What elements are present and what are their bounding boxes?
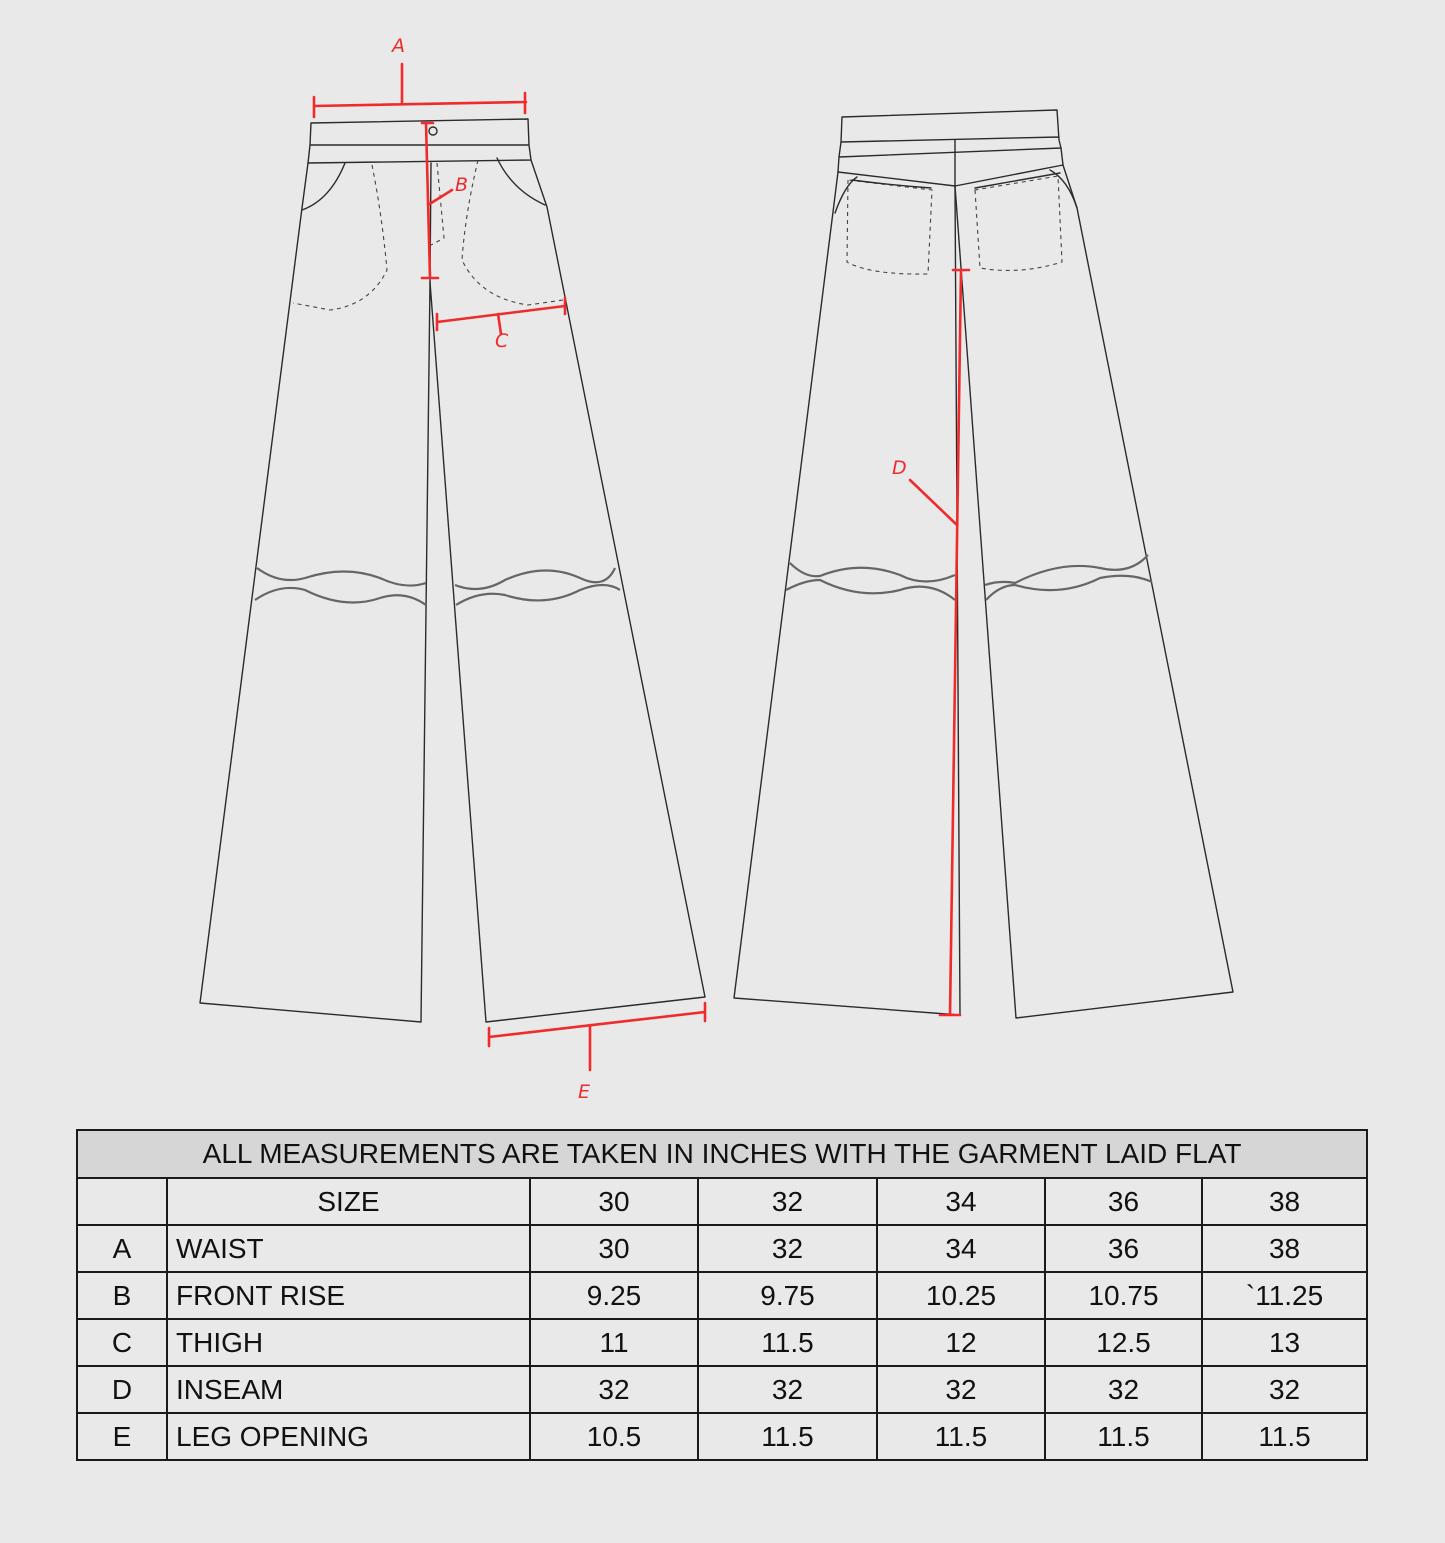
back-view [734, 110, 1233, 1018]
row-value: 38 [1202, 1225, 1367, 1272]
row-value: 10.25 [877, 1272, 1045, 1319]
table-row [77, 1225, 1367, 1272]
label-a: A [392, 35, 405, 57]
row-code: C [77, 1319, 167, 1366]
back-right-pocket-flap [975, 173, 1060, 188]
back-left-leg-outline [734, 172, 960, 1015]
size-chart-table [76, 1129, 1368, 1461]
back-left-knee-seam [786, 563, 955, 600]
table-header-size-value: 32 [698, 1178, 877, 1225]
front-button [429, 127, 437, 135]
front-left-leg-outline [200, 163, 431, 1022]
table-row [77, 1319, 1367, 1366]
table-header-size-value: 34 [877, 1178, 1045, 1225]
table-header-row [77, 1178, 1367, 1225]
front-waistband [308, 119, 531, 163]
row-value: 10.5 [530, 1413, 698, 1460]
table-row [77, 1413, 1367, 1460]
row-value: 12.5 [1045, 1319, 1202, 1366]
row-value: 11.5 [698, 1413, 877, 1460]
table-header-size-value: 36 [1045, 1178, 1202, 1225]
table-header-size: SIZE [167, 1178, 530, 1225]
measurement-b-front-rise [422, 123, 468, 278]
row-name: LEG OPENING [167, 1413, 530, 1460]
row-value: 32 [698, 1366, 877, 1413]
front-right-leg-outline [430, 160, 705, 1022]
table-caption-row [77, 1130, 1367, 1178]
table-header-size-value: 38 [1202, 1178, 1367, 1225]
label-d: D [892, 457, 907, 479]
front-left-pocket-opening [302, 163, 345, 210]
table-row [77, 1272, 1367, 1319]
table-row [77, 1366, 1367, 1413]
front-left-pocket-bag [293, 165, 387, 310]
row-code: E [77, 1413, 167, 1460]
front-right-knee-seam [455, 568, 620, 605]
row-value: 13 [1202, 1319, 1367, 1366]
row-value: 32 [1045, 1366, 1202, 1413]
row-value: 30 [530, 1225, 698, 1272]
row-value: 11 [530, 1319, 698, 1366]
label-e: E [578, 1081, 591, 1103]
row-value: 36 [1045, 1225, 1202, 1272]
row-value: 12 [877, 1319, 1045, 1366]
back-right-pocket [975, 176, 1062, 270]
row-value: 9.25 [530, 1272, 698, 1319]
back-left-pocket [847, 180, 932, 274]
row-value: `11.25 [1202, 1272, 1367, 1319]
row-value: 34 [877, 1225, 1045, 1272]
row-name: INSEAM [167, 1366, 530, 1413]
label-c: C [495, 330, 509, 352]
back-right-knee-seam [985, 555, 1152, 600]
row-value: 32 [877, 1366, 1045, 1413]
row-value: 11.5 [1045, 1413, 1202, 1460]
row-value: 9.75 [698, 1272, 877, 1319]
back-left-pocket-opening [835, 177, 857, 213]
row-name: FRONT RISE [167, 1272, 530, 1319]
front-left-knee-seam [255, 568, 426, 605]
row-value: 32 [1202, 1366, 1367, 1413]
label-b: B [455, 174, 469, 196]
row-value: 32 [698, 1225, 877, 1272]
row-value: 11.5 [1202, 1413, 1367, 1460]
row-code: A [77, 1225, 167, 1272]
measurement-c-thigh [437, 298, 565, 352]
back-right-pocket-opening [1050, 170, 1077, 208]
front-fly-stitch [431, 163, 444, 245]
back-waistband [839, 110, 1061, 157]
row-value: 10.75 [1045, 1272, 1202, 1319]
table-header-size-value: 30 [530, 1178, 698, 1225]
front-view [200, 119, 705, 1022]
row-name: WAIST [167, 1225, 530, 1272]
row-value: 11.5 [877, 1413, 1045, 1460]
row-value: 32 [530, 1366, 698, 1413]
table-header-code [77, 1178, 167, 1225]
row-name: THIGH [167, 1319, 530, 1366]
row-value: 11.5 [698, 1319, 877, 1366]
table-caption: ALL MEASUREMENTS ARE TAKEN IN INCHES WITH THE GARMENT LAID FLAT [77, 1130, 1367, 1178]
row-code: D [77, 1366, 167, 1413]
row-code: B [77, 1272, 167, 1319]
measurement-a-waist [314, 35, 526, 117]
